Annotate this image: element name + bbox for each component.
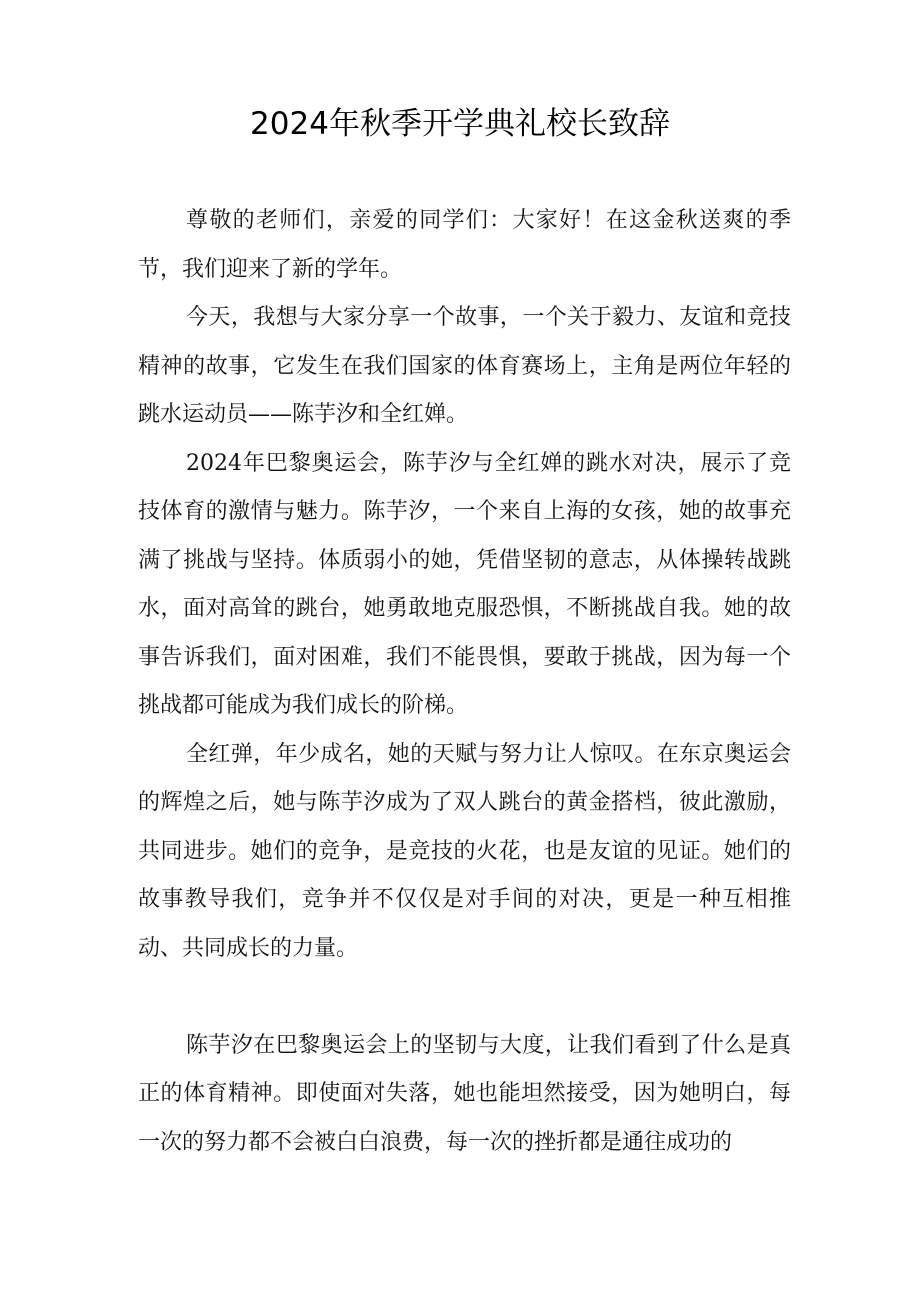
document-body (138, 197, 791, 1167)
document-title: 2024年秋季开学典礼校长致辞 (250, 106, 670, 142)
paragraph-greeting: 尊敬的老师们，亲爱的同学们：大家好！在这金秋送爽的季节，我们迎来了新的学年。 (138, 208, 791, 282)
paragraph-sportsmanship: 陈芋汐在巴黎奥运会上的坚韧与大度，让我们看到了什么是真正的体育精神。即使面对失落，她也能坦然接受，因为她明白，每一次的努力都不会被白白浪费，每一次的挫折都是通往成功的 (138, 1032, 791, 1155)
paragraph-story-intro: 今天，我想与大家分享一个故事，一个关于毅力、友谊和竞技精神的故事，它发生在我们国家的体育赛场上，主角是两位年轻的跳水运动员——陈芋汐和全红婵。 (138, 305, 791, 427)
paragraph-quan-hongchan: 全红弹，年少成名，她的天赋与努力让人惊叹。在东京奥运会的辉煌之后，她与陈芋汐成为了双人跳台的黄金搭档，彼此激励，共同进步。她们的竞争，是竞技的火花，也是友谊的见证。她们的故事教导我们，竞争并不仅仅是对手间的对决，更是一种互相推动、共同成长的力量。 (138, 741, 791, 961)
paragraph-chen-yuxi: 2024年巴黎奥运会，陈芋汐与全红婵的跳水对决，展示了竞技体育的激情与魅力。陈芋汐，一个来自上海的女孩，她的故事充满了挑战与坚持。体质弱小的她，凭借坚韧的意志，从体操转战跳水，面对高耸的跳台，她勇敢地克服恐惧，不断挑战自我。她的故事告诉我们，面对困难，我们不能畏惧，要敢于挑战，因为每一个挑战都可能成为我们成长的阶梯。 (138, 450, 791, 718)
